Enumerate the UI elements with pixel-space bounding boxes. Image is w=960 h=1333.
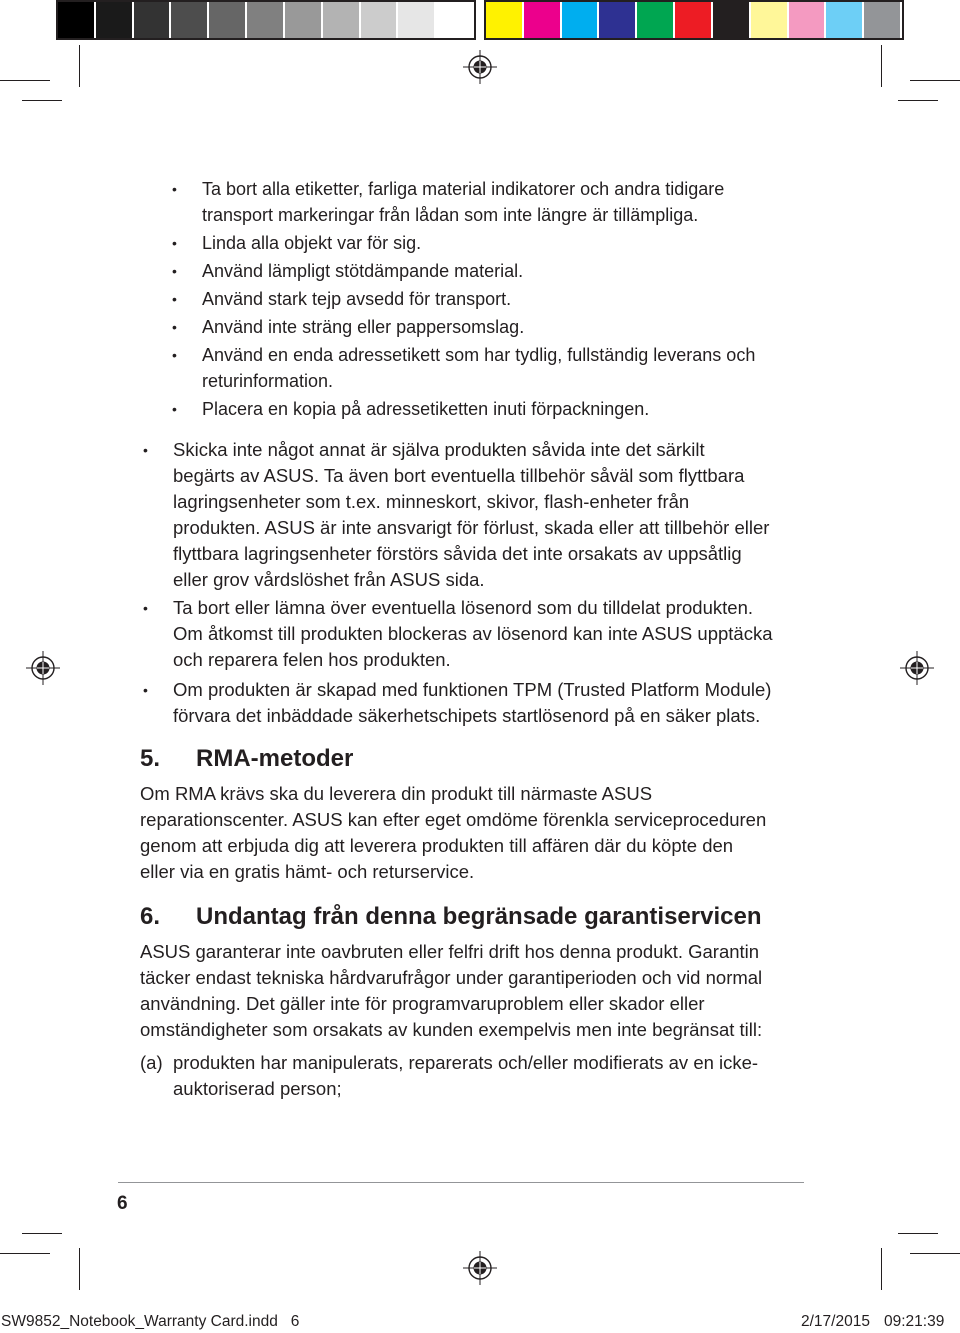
color-swatch: [486, 2, 522, 38]
bullet-icon: •: [172, 291, 177, 307]
gray-swatch: [209, 2, 245, 38]
section-5-line: genom att erbjuda dig att leverera produkten till affären där du köpte den: [140, 835, 734, 856]
crop-mark-top-right-horizontal-2: [898, 100, 938, 101]
sub-bullet-item: [172, 231, 842, 257]
section-6-line: täcker endast tekniska hårdvarufrågor under garantiperioden och vid normal: [140, 967, 763, 988]
item-a-line: produkten har manipulerats, reparerats och/eller modifierats av en icke-: [173, 1052, 759, 1073]
main-bullet-line: Ta bort eller lämna över eventuella lösenord som du tilldelat produkten.: [173, 597, 753, 618]
gray-color-bar: [56, 0, 476, 40]
main-bullet-item: [143, 595, 853, 673]
slug-time: 09:21:39: [884, 1313, 945, 1330]
sub-bullet-item: [172, 315, 842, 341]
crop-mark-bottom-right-horizontal: [898, 1233, 938, 1234]
gray-swatch: [323, 2, 359, 38]
crop-mark-top-left-vertical: [79, 45, 80, 87]
sub-bullet-item: [172, 397, 842, 423]
section-5-title: RMA-metoder: [196, 745, 354, 772]
color-swatch: [713, 2, 749, 38]
section-6-number: 6.: [140, 903, 161, 930]
bullet-icon: •: [143, 442, 148, 458]
color-swatch: [524, 2, 560, 38]
crop-mark-bottom-left-horizontal: [22, 1233, 62, 1234]
section-5-number: 5.: [140, 745, 161, 772]
section-6-line: ASUS garanterar inte oavbruten eller felfri drift hos denna produkt. Garantin: [140, 941, 760, 962]
page-number: 6: [117, 1193, 128, 1214]
color-swatch: [637, 2, 673, 38]
gray-swatch: [361, 2, 397, 38]
main-bullet-line: eller grov vårdslöshet från ASUS sida.: [173, 569, 485, 590]
color-swatch: [864, 2, 900, 38]
sub-bullet-line: Använd en enda adressetikett som har tydlig, fullständig leverans och: [202, 345, 756, 365]
sub-bullet-line: Linda alla objekt var för sig.: [202, 233, 422, 253]
bullet-icon: •: [172, 401, 177, 417]
main-bullet-item: [143, 677, 853, 729]
crop-mark-top-left-horizontal-2: [22, 100, 62, 101]
section-5-body: [140, 781, 860, 885]
main-bullet-line: Om produkten är skapad med funktionen TPM (Trusted Platform Module): [173, 679, 772, 700]
gray-swatch: [285, 2, 321, 38]
item-a-label: (a): [140, 1052, 163, 1073]
main-bullet-line: flyttbara lagringsenheter förstörs såvida det inte orsakats av uppsåtlig: [173, 543, 742, 564]
color-swatch: [826, 2, 862, 38]
sub-bullet-line: Använd lämpligt stötdämpande material.: [202, 261, 524, 281]
sub-bullet-line: Använd inte sträng eller pappersomslag.: [202, 317, 525, 337]
sub-bullet-line: Placera en kopia på adressetiketten inuti förpackningen.: [202, 399, 650, 419]
registration-mark-left-icon: [26, 651, 60, 685]
slug-date: 2/17/2015: [801, 1313, 870, 1330]
gray-swatch: [398, 2, 434, 38]
main-bullet-line: förvara det inbäddade säkerhetschipets startlösenord på en säker plats.: [173, 705, 761, 726]
crop-mark-top-right-vertical: [881, 45, 882, 87]
registration-mark-bottom-icon: [463, 1251, 497, 1285]
main-bullet-line: Om åtkomst till produkten blockeras av lösenord kan inte ASUS upptäcka: [173, 623, 773, 644]
color-swatch: [789, 2, 825, 38]
item-a-line: auktoriserad person;: [173, 1078, 342, 1099]
main-bullet-line: Skicka inte något annat är själva produkten såvida inte det särkilt: [173, 439, 705, 460]
sub-bullet-line: Använd stark tejp avsedd för transport.: [202, 289, 512, 309]
bullet-icon: •: [172, 319, 177, 335]
main-bullet-line: och reparera felen hos produkten.: [173, 649, 451, 670]
gray-swatch: [134, 2, 170, 38]
color-swatch: [562, 2, 598, 38]
footer-rule: [118, 1182, 804, 1183]
section-6-title: Undantag från denna begränsade garantiservicen: [196, 903, 762, 930]
crop-mark-bottom-left-vertical: [79, 1248, 80, 1290]
bullet-icon: •: [172, 347, 177, 363]
color-swatch: [751, 2, 787, 38]
crop-mark-top-left-horizontal: [0, 80, 50, 81]
gray-swatch: [436, 2, 472, 38]
main-bullet-line: lagringsenheter som t.ex. minneskort, skivor, flash-enheter från: [173, 491, 690, 512]
crop-mark-bottom-left-horizontal-2: [0, 1253, 50, 1254]
gray-swatch: [58, 2, 94, 38]
main-bullet-item: [143, 437, 853, 593]
gray-swatch: [96, 2, 132, 38]
section-5-line: eller via en gratis hämt- och returservice.: [140, 861, 475, 882]
sub-bullet-line: Ta bort alla etiketter, farliga material indikatorer och andra tidigare: [202, 179, 725, 199]
bullet-icon: •: [172, 181, 177, 197]
bullet-icon: •: [172, 263, 177, 279]
registration-mark-top-icon: [463, 50, 497, 84]
sub-bullet-line: transport markeringar från lådan som inte längre är tillämpliga.: [202, 204, 699, 225]
section-5-line: reparationscenter. ASUS kan efter eget omdöme förenkla serviceproceduren: [140, 809, 767, 830]
crop-mark-top-right-horizontal: [910, 80, 960, 81]
section-5-line: Om RMA krävs ska du leverera din produkt till närmaste ASUS: [140, 783, 653, 804]
color-swatch: [599, 2, 635, 38]
sub-bullet-line: returinformation.: [202, 370, 334, 391]
process-color-bar: [484, 0, 904, 40]
section-6-body: [140, 939, 860, 1043]
main-bullet-line: produkten. ASUS är inte ansvarigt för förlust, skada eller att tillbehör eller: [173, 517, 770, 538]
section-6-line: användning. Det gäller inte för programvaruproblem eller skador eller: [140, 993, 705, 1014]
bullet-icon: •: [172, 235, 177, 251]
gray-swatch: [171, 2, 207, 38]
crop-mark-bottom-right-vertical: [881, 1248, 882, 1290]
sub-bullet-item: [172, 343, 842, 394]
sub-bullet-item: [172, 287, 842, 313]
crop-mark-bottom-right-horizontal-2: [910, 1253, 960, 1254]
gray-swatch: [247, 2, 283, 38]
sub-bullet-item: [172, 259, 842, 285]
sub-bullet-item: [172, 177, 842, 228]
slug-file-name: SW9852_Notebook_Warranty Card.indd 6: [1, 1313, 300, 1330]
main-bullet-line: begärts av ASUS. Ta även bort eventuella tillbehör såväl som flyttbara: [173, 465, 745, 486]
bullet-icon: •: [143, 600, 148, 616]
registration-mark-right-icon: [900, 651, 934, 685]
color-swatch: [675, 2, 711, 38]
section-6-line: omständigheter som orsakats av kunden exempelvis men inte begränsat till:: [140, 1019, 763, 1040]
bullet-icon: •: [143, 682, 148, 698]
